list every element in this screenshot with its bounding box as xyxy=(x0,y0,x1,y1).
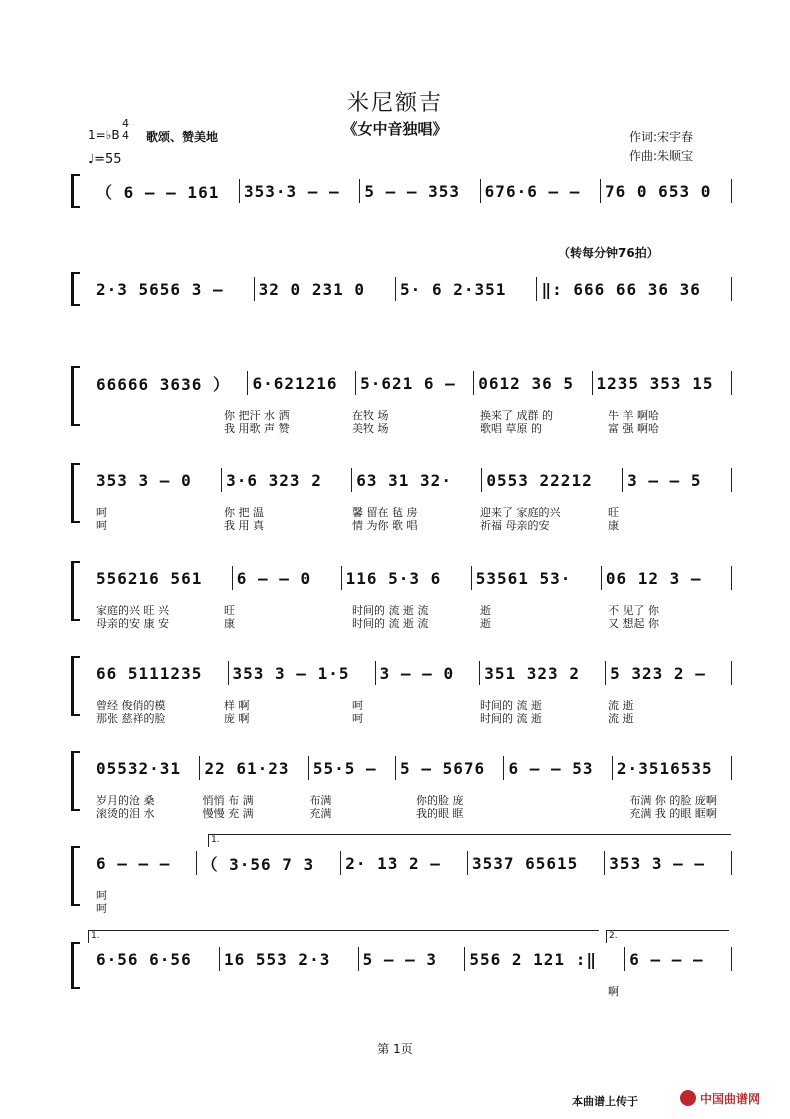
lyric-line xyxy=(92,700,732,712)
lyric-segment: 换来了 成群 的 xyxy=(480,410,553,422)
lyric-segment xyxy=(476,890,604,902)
measure: 22 61·23 xyxy=(204,758,290,778)
measure: 63 31 32· xyxy=(356,470,452,490)
barline xyxy=(731,756,732,780)
lyric-line xyxy=(92,986,732,998)
measure: 2· 13 2 – xyxy=(345,853,441,873)
upload-note: 本曲谱上传于 xyxy=(572,1095,638,1108)
lyric-segment xyxy=(220,986,348,998)
measure: 6 – – – xyxy=(96,853,171,873)
lyric-segment: 滚烫的泪 水 xyxy=(96,808,155,820)
lyric-line xyxy=(92,423,732,435)
lyric-segment: 迎来了 家庭的兴 xyxy=(480,507,561,519)
measure: 5 323 2 – xyxy=(610,663,706,683)
lyric-segment: 逝 xyxy=(480,618,491,630)
lyric-line xyxy=(92,713,732,725)
measure: 351 323 2 xyxy=(484,663,580,683)
lyric-segment: 布满 xyxy=(309,795,332,807)
lyric-segment: 岁月的沧 桑 xyxy=(96,795,155,807)
notation-system xyxy=(92,276,732,302)
logo-icon xyxy=(680,1090,696,1106)
lyric-segment: 富 强 啊哈 xyxy=(608,423,659,435)
lyric-segment: 庞 啊 xyxy=(224,713,250,725)
measure: 5 – – 353 xyxy=(364,181,461,201)
notation-system xyxy=(92,467,732,493)
notation-system xyxy=(92,946,732,972)
time-signature xyxy=(122,118,129,142)
system-brace xyxy=(71,174,80,208)
lyric-segment: 家庭的兴 旺 兴 xyxy=(96,605,169,617)
lyric-segment: 祈福 母亲的安 xyxy=(480,520,550,532)
lyric-segment: 牛 羊 啊哈 xyxy=(608,410,659,422)
lyric-line xyxy=(92,795,732,807)
lyric-segment: 我的眼 眶 xyxy=(416,808,464,820)
measure: 116 5·3 6 xyxy=(345,568,442,588)
lyric-segment: 你的脸 庞 xyxy=(416,795,464,807)
notation-system xyxy=(92,178,732,204)
measure: 556 2 121 :‖ xyxy=(469,949,597,969)
lyric-segment: 样 啊 xyxy=(224,700,250,712)
lyric-segment: 歌唱 草原 的 xyxy=(480,423,542,435)
measure: 6 – – – xyxy=(629,949,704,969)
lyric-segment: 呵 xyxy=(352,713,363,725)
system-brace xyxy=(71,366,80,426)
barline xyxy=(731,661,732,685)
lyric-segment xyxy=(348,903,476,915)
lyric-line xyxy=(92,890,732,902)
lyric-segment: 时间的 流 逝 xyxy=(480,713,542,725)
lyric-line xyxy=(92,903,732,915)
lyricist-credit: 作词:宋宇春 xyxy=(629,130,694,144)
barline xyxy=(731,277,732,301)
lyric-segment: 流 逝 xyxy=(608,713,634,725)
notation-system xyxy=(92,755,732,781)
measure: 3·6 323 2 xyxy=(226,470,322,490)
lyric-segment: 啊 xyxy=(608,986,619,998)
lyric-segment xyxy=(220,903,348,915)
measure: 676·6 – – xyxy=(484,181,581,201)
measure: 5·621 6 – xyxy=(360,373,456,393)
expression-mark: 歌颂、赞美地 xyxy=(146,130,219,144)
measure: 353 3 – – xyxy=(609,853,705,873)
lyric-segment: 不 见了 你 xyxy=(608,605,659,617)
lyric-segment: 曾经 俊俏的模 xyxy=(96,700,166,712)
barline xyxy=(731,468,732,492)
second-ending-bracket: 2. xyxy=(606,930,729,943)
lyric-segment xyxy=(92,986,220,998)
measure: 76 0 653 0 xyxy=(605,181,712,201)
lyric-line xyxy=(92,410,732,422)
measure: 0553 22212 xyxy=(486,470,593,490)
lyric-segment: 呵 xyxy=(96,903,107,915)
system-brace xyxy=(71,561,80,621)
meter-top: 4 xyxy=(122,117,129,130)
system-brace xyxy=(71,272,80,306)
lyric-segment: 呵 xyxy=(96,520,107,532)
barline xyxy=(731,371,732,395)
lyric-segment xyxy=(348,890,476,902)
lyric-segment: 你 把 温 xyxy=(224,507,264,519)
lyric-segment: 呵 xyxy=(352,700,363,712)
measure: 3 – – 5 xyxy=(627,470,702,490)
lyric-segment: 在牧 场 xyxy=(352,410,389,422)
measure: 5· 6 2·351 xyxy=(400,279,507,299)
lyric-segment xyxy=(92,423,220,435)
lyric-segment: 逝 xyxy=(480,605,491,617)
lyric-segment xyxy=(476,986,604,998)
volta-bracket: 1. xyxy=(208,834,731,847)
measure: 53561 53· xyxy=(475,568,572,588)
lyric-line xyxy=(92,605,732,617)
lyric-line xyxy=(92,618,732,630)
first-ending-bracket: 1. xyxy=(88,930,599,943)
lyric-segment: 旺 xyxy=(608,507,619,519)
measure: 6 – – 53 xyxy=(508,758,594,778)
measure: 5 – 5676 xyxy=(400,758,486,778)
page-number: 第 1页 xyxy=(377,1042,413,1056)
system-brace xyxy=(71,942,80,989)
lyric-segment: 时间的 流 逝 xyxy=(480,700,542,712)
lyric-segment: 那张 慈祥的脸 xyxy=(96,713,166,725)
barline xyxy=(731,947,732,971)
site-logo xyxy=(680,1088,780,1108)
lyric-segment xyxy=(348,986,476,998)
lyric-segment: 悄悄 布 满 xyxy=(202,795,254,807)
measure: 32 0 231 0 xyxy=(258,279,365,299)
measure: 3 – – 0 xyxy=(379,663,455,683)
lyric-segment: 又 想起 你 xyxy=(608,618,659,630)
notation-system xyxy=(92,660,732,686)
lyric-segment: 情 为你 歌 唱 xyxy=(352,520,418,532)
lyric-segment xyxy=(519,795,626,807)
measure: 353·3 – – xyxy=(243,181,340,201)
notation-system xyxy=(92,565,732,591)
song-title: 米尼额吉 xyxy=(346,91,443,116)
lyric-segment xyxy=(476,903,604,915)
lyric-segment: 流 逝 xyxy=(608,700,634,712)
notation-system xyxy=(92,370,732,396)
meter-bottom: 4 xyxy=(122,129,129,142)
lyric-segment: 充满 xyxy=(309,808,332,820)
notation-system xyxy=(92,850,732,876)
measure: 2·3 5656 3 – xyxy=(96,279,224,299)
system-brace xyxy=(71,846,80,906)
measure: 353 3 – 0 xyxy=(96,470,192,490)
measure: 556216 561 xyxy=(96,568,203,588)
system-brace xyxy=(71,463,80,523)
measure: 0612 36 5 xyxy=(478,373,574,393)
lyric-segment xyxy=(519,808,626,820)
measure: 66666 3636 ） xyxy=(96,374,230,394)
lyric-segment: 时间的 流 逝 流 xyxy=(352,618,429,630)
measure: 2·3516535 xyxy=(616,758,713,778)
lyric-segment: 时间的 流 逝 流 xyxy=(352,605,429,617)
lyric-line xyxy=(92,808,732,820)
lyric-segment xyxy=(604,903,732,915)
lyric-segment: 旺 xyxy=(224,605,235,617)
song-subtitle: 《女中音独唱》 xyxy=(342,120,448,138)
measure: 66 5111235 xyxy=(96,663,203,683)
tempo-change-mark: （转每分钟76拍） xyxy=(558,246,659,260)
lyric-segment xyxy=(220,890,348,902)
lyric-segment xyxy=(92,410,220,422)
measure: 3537 65615 xyxy=(471,853,579,873)
barline xyxy=(731,851,732,875)
measure: 6·621216 xyxy=(252,373,338,393)
lyric-segment: 布满 你 的脸 庞啊 xyxy=(629,795,717,807)
tempo-mark: ♩=55 xyxy=(88,152,122,167)
lyric-segment: 馨 留在 毡 房 xyxy=(352,507,418,519)
system-brace xyxy=(71,751,80,811)
system-brace xyxy=(71,656,80,716)
lyric-segment xyxy=(604,890,732,902)
lyric-segment: 我 用歌 声 赞 xyxy=(224,423,290,435)
lyric-segment: 慢慢 充 满 xyxy=(202,808,254,820)
lyric-segment: 我 用 真 xyxy=(224,520,264,532)
composer-credit: 作曲:朱顺宝 xyxy=(629,149,694,163)
lyric-segment: 美牧 场 xyxy=(352,423,389,435)
lyric-line xyxy=(92,520,732,532)
barline xyxy=(731,566,732,590)
measure: （ 3·56 7 3 xyxy=(201,854,315,874)
lyric-line xyxy=(92,507,732,519)
lyric-segment: 你 把汗 水 洒 xyxy=(224,410,290,422)
measure: 6·56 6·56 xyxy=(96,949,192,969)
key-signature: 1=♭B xyxy=(88,128,120,142)
lyric-segment: 康 xyxy=(608,520,619,532)
lyric-segment: 充满 我 的眼 眶啊 xyxy=(629,808,717,820)
measure: 55·5 – xyxy=(312,758,377,778)
measure: 5 – – 3 xyxy=(362,949,438,969)
lyric-segment: 呵 xyxy=(96,890,107,902)
lyric-segment: 母亲的安 康 安 xyxy=(96,618,169,630)
measure: 16 553 2·3 xyxy=(224,949,331,969)
lyric-segment: 康 xyxy=(224,618,235,630)
measure: ‖: 666 66 36 36 xyxy=(541,279,701,299)
measure: （ 6 – – 161 xyxy=(96,182,220,202)
measure: 6 – – 0 xyxy=(236,568,312,588)
measure: 1235 353 15 xyxy=(596,373,714,393)
measure: 06 12 3 – xyxy=(605,568,702,588)
measure: 353 3 – 1·5 xyxy=(232,663,350,683)
barline xyxy=(731,179,732,203)
site-name: 中国曲谱网 xyxy=(700,1091,761,1106)
measure: 05532·31 xyxy=(96,758,182,778)
lyric-segment: 呵 xyxy=(96,507,107,519)
